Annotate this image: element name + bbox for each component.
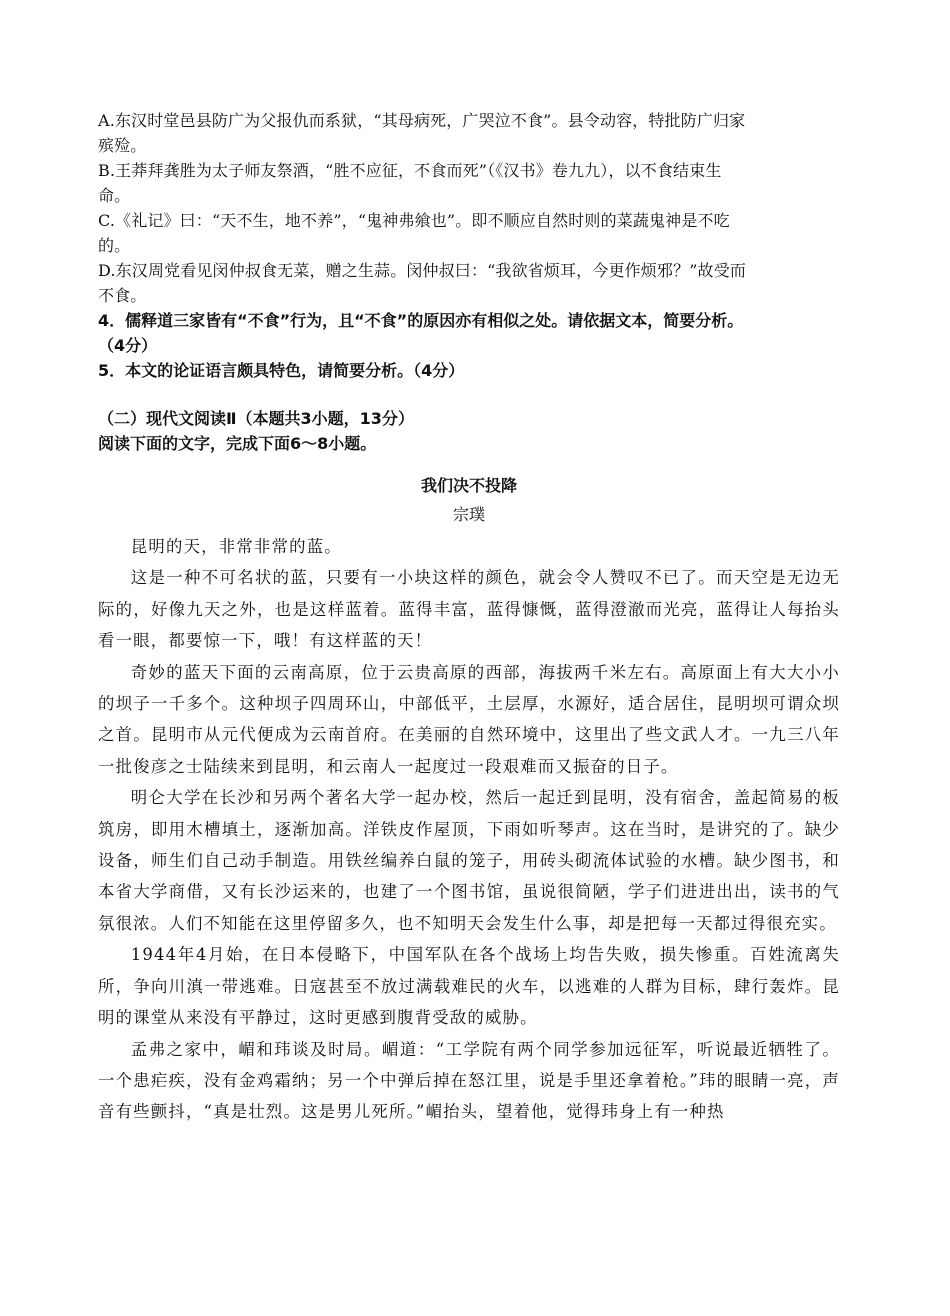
paragraph: 明仑大学在长沙和另两个著名大学一起办校，然后一起迁到昆明，没有宿舍，盖起简易的板筑房，即用木槽填土，逐渐加高。洋铁皮作屋顶，下雨如听琴声。这在当时，是讲究的了。缺少设备，师生们自己动手制造。用铁丝编养白鼠的笼子，用砖头砌流体试验的水槽。缺少图书，和本省大学商借，又有长沙运来的，也建了一个图书馆，虽说很简陋，学子们进进出出，读书的气氛很浓。人们不知能在这里停留多久，也不知明天会发生什么事，却是把每一天都过得很充实。 [98, 788, 840, 933]
option-b-line2: 命。 [98, 186, 131, 205]
option-c-line1: C.《礼记》曰：“天不生，地不养”，“鬼神弗飨也”。即不顺应自然时则的菜蔬鬼神是不吃 [98, 211, 730, 230]
section-instruction: 阅读下面的文字，完成下面6～8小题。 [98, 434, 377, 453]
question-5: 5．本文的论证语言颇具特色，请简要分析。（4分） [98, 361, 465, 380]
paragraph: 奇妙的蓝天下面的云南高原，位于云贵高原的西部，海拔两千米左右。高原面上有大大小小的坝子一千多个。这种坝子四周环山，中部低平，土层厚，水源好，适合居住，昆明坝可谓众坝之首。昆明市从元代便成为云南首府。在美丽的自然环境中，这里出了些文武人才。一九三八年一批俊彦之士陆续来到昆明，和云南人一起度过一段艰难而又振奋的日子。 [98, 662, 840, 776]
questions [98, 308, 840, 383]
paragraph: 这是一种不可名状的蓝，只要有一小块这样的颜色，就会令人赞叹不已了。而天空是无边无际的，好像九天之外，也是这样蓝着。蓝得丰富，蓝得慷慨，蓝得澄澈而光亮，蓝得让人每抬头看一眼，都要惊一下，哦！有这样蓝的天！ [98, 568, 840, 651]
option-a-line2: 殡殓。 [98, 136, 147, 155]
section-heading: （二）现代文阅读Ⅱ（本题共3小题，13分） [98, 409, 414, 428]
option-d-line2: 不食。 [98, 286, 147, 305]
paragraph: 1944年4月始，在日本侵略下，中国军队在各个战场上均告失败，损失惨重。百姓流离失所，争向川滇一带逃难。日寇甚至不放过满载难民的火车，以逃难的人群为目标，肆行轰炸。昆明的课堂从来没有平静过，这时更感到腹背受敌的威胁。 [98, 945, 840, 1028]
paragraph: 昆明的天，非常非常的蓝。 [130, 537, 342, 556]
article-author: 宗璞 [452, 505, 485, 524]
article-title: 我们决不投降 [420, 476, 517, 495]
answer-options [98, 108, 840, 308]
article-body [98, 531, 840, 1128]
option-d-line1: D.东汉周党看见闵仲叔食无菜，赠之生蒜。闵仲叔曰：“我欲省烦耳，今更作烦邪？”故受而 [98, 261, 747, 280]
option-a-line1: A.东汉时堂邑县防广为父报仇而系狱，“其母病死，广哭泣不食”。县令动容，特批防广归家 [98, 111, 746, 130]
document-page [98, 108, 840, 1128]
question-4-line1: 4．儒释道三家皆有“不食”行为，且“不食”的原因亦有相似之处。请依据文本，简要分析。 [98, 311, 744, 330]
option-c-line2: 的。 [98, 236, 131, 255]
question-4-line2: （4分） [98, 336, 158, 355]
option-b-line1: B.王莽拜龚胜为太子师友祭酒，“胜不应征，不食而死”（《汉书》卷九九），以不食结束生 [98, 161, 722, 180]
paragraph: 孟弗之家中，嵋和玮谈及时局。嵋道：“工学院有两个同学参加远征军，听说最近牺牲了。一个患疟疾，没有金鸡霜纳；另一个中弹后掉在怒江里，说是手里还拿着枪。”玮的眼睛一亮，声音有些颤抖，“真是壮烈。这是男儿死所。”嵋抬头，望着他，觉得玮身上有一种热 [98, 1039, 840, 1122]
